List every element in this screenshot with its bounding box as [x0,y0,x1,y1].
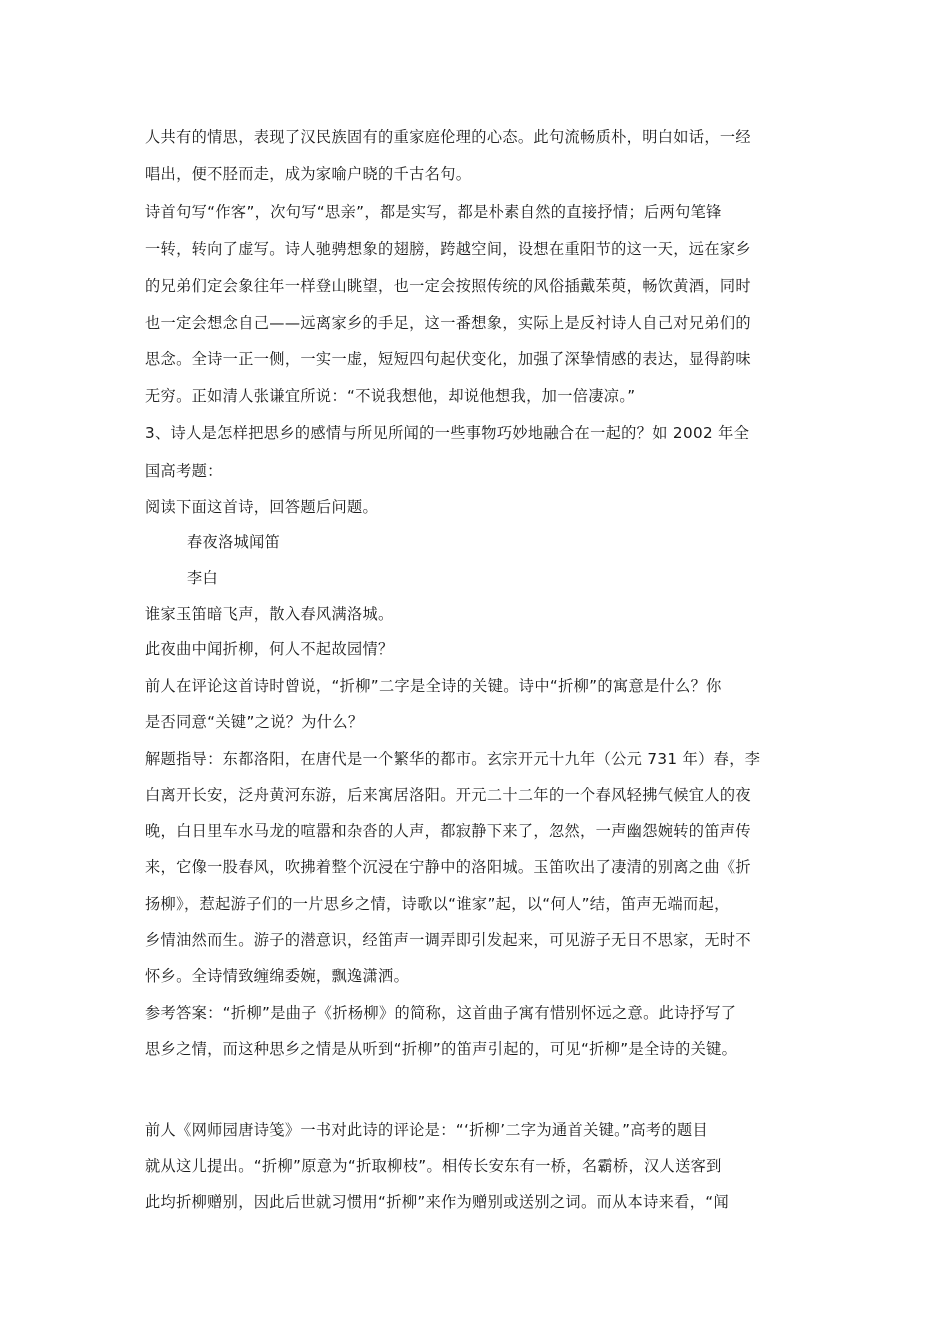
text-line: 晚，白日里车水马龙的喧嚣和杂沓的人声，都寂静下来了，忽然，一声幽怨婉转的笛声传 [145,822,751,840]
question-heading: 3、诗人是怎样把思乡的感情与所见所闻的一些事物巧妙地融合在一起的？如 2002 年全 [145,424,750,442]
text-line: 前人在评论这首诗时曾说，“折柳”二字是全诗的关键。诗中“折柳”的寓意是什么？你 [145,677,722,695]
text-line: 诗首句写“作客”，次句写“思亲”，都是实写，都是朴素自然的直接抒情；后两句笔锋 [145,203,722,221]
poem-line: 此夜曲中闻折柳，何人不起故园情？ [145,640,394,658]
poem-title: 春夜洛城闻笛 [187,533,281,551]
text-line: 是否同意“关键”之说？为什么？ [145,713,364,731]
text-line: 人共有的情思，表现了汉民族固有的重家庭伦理的心态。此句流畅质朴，明白如话，一经 [145,128,751,146]
text-line: 一转，转向了虚写。诗人驰骋想象的翅膀，跨越空间，设想在重阳节的这一天，远在家乡 [145,240,751,258]
text-line: 解题指导：东都洛阳，在唐代是一个繁华的都市。玄宗开元十九年（公元 731 年）春，李 [145,750,761,768]
text-line: 也一定会想念自己——远离家乡的手足，这一番想象，实际上是反衬诗人自己对兄弟们的 [145,314,751,332]
text-line: 思念。全诗一正一侧，一实一虚，短短四句起伏变化，加强了深挚情感的表达，显得韵味 [145,350,751,368]
text-line: 扬柳》，惹起游子们的一片思乡之情，诗歌以“谁家”起，以“何人”结，笛声无端而起， [145,895,730,913]
text-line: 怀乡。全诗情致缠绵委婉，飘逸潇洒。 [145,967,410,985]
text-line: 思乡之情，而这种思乡之情是从听到“折柳”的笛声引起的，可见“折柳”是全诗的关键。 [145,1040,738,1058]
text-line: 白离开长安，泛舟黄河东游，后来寓居洛阳。开元二十二年的一个春风轻拂气候宜人的夜 [145,786,751,804]
text-line: 此均折柳赠别，因此后世就习惯用“折柳”来作为赠别或送别之词。而从本诗来看，“闻 [145,1193,730,1211]
text-line: 参考答案：“折柳”是曲子《折杨柳》的简称，这首曲子寓有惜别怀远之意。此诗抒写了 [145,1004,737,1022]
text-line: 乡情油然而生。游子的潜意识，经笛声一调弄即引发起来，可见游子无日不思家，无时不 [145,931,751,949]
text-line: 无穷。正如清人张谦宜所说：“不说我想他，却说他想我，加一倍凄凉。” [145,387,636,405]
text-line: 国高考题： [145,462,223,480]
poem-author: 李白 [187,569,219,587]
text-line: 前人《网师园唐诗笺》一书对此诗的评论是：“‘折柳’二字为通首关键。”高考的题目 [145,1121,709,1139]
text-line: 的兄弟们定会象往年一样登山眺望，也一定会按照传统的风俗插戴茱萸，畅饮黄酒，同时 [145,277,751,295]
poem-line: 谁家玉笛暗飞声，散入春风满洛城。 [145,605,394,623]
text-line: 阅读下面这首诗，回答题后问题。 [145,498,379,516]
text-line: 来，它像一股春风，吹拂着整个沉浸在宁静中的洛阳城。玉笛吹出了凄清的别离之曲《折 [145,858,751,876]
text-line: 唱出，便不胫而走，成为家喻户晓的千古名句。 [145,165,472,183]
text-line: 就从这儿提出。“折柳”原意为“折取柳枝”。相传长安东有一桥，名霸桥，汉人送客到 [145,1157,722,1175]
